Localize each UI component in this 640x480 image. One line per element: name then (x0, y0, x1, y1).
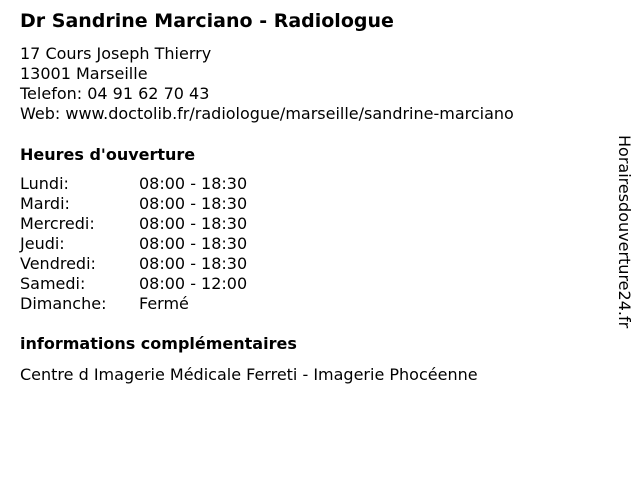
time-value: 08:00 - 18:30 (139, 174, 248, 193)
city-postcode: 13001 Marseille (20, 64, 148, 83)
time-value: Fermé (139, 294, 189, 313)
website-url: Web: www.doctolib.fr/radiologue/marseille/sandrine-marciano (20, 104, 514, 123)
side-brand-text: Horairesdouverture24.fr (615, 135, 634, 329)
day-label: Jeudi: (20, 234, 65, 253)
day-label: Dimanche: (20, 294, 107, 313)
day-label: Mardi: (20, 194, 70, 213)
phone-number: Telefon: 04 91 62 70 43 (20, 84, 210, 103)
day-label: Vendredi: (20, 254, 96, 273)
time-value: 08:00 - 18:30 (139, 194, 248, 213)
day-label: Samedi: (20, 274, 86, 293)
address-block (20, 44, 514, 124)
street-address: 17 Cours Joseph Thierry (20, 44, 212, 63)
opening-hours-heading: Heures d'ouverture (20, 145, 196, 164)
additional-info-heading: informations complémentaires (20, 334, 297, 353)
time-value: 08:00 - 18:30 (139, 254, 248, 273)
side-brand-watermark (612, 135, 636, 345)
additional-info-text: Centre d Imagerie Médicale Ferreti - Imagerie Phocéenne (20, 365, 478, 384)
time-value: 08:00 - 18:30 (139, 214, 248, 233)
time-value: 08:00 - 18:30 (139, 234, 248, 253)
day-label: Lundi: (20, 174, 69, 193)
page-title: Dr Sandrine Marciano - Radiologue (20, 10, 394, 32)
time-value: 08:00 - 12:00 (139, 274, 248, 293)
day-label: Mercredi: (20, 214, 95, 233)
